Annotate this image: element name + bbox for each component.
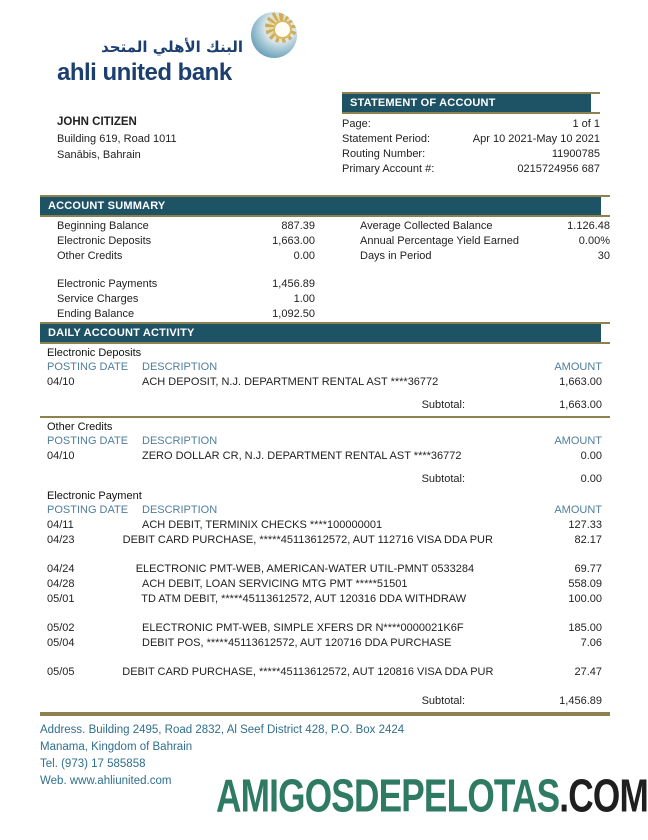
cell-description: DEBIT POS, *****45113612572, AUT 120716 DDA PURCHASE xyxy=(142,637,452,649)
table-row xyxy=(40,592,610,607)
statement-title-bar: STATEMENT OF ACCOUNT xyxy=(342,92,600,114)
account-summary-title-bar: ACCOUNT SUMMARY xyxy=(40,195,610,217)
summary-row xyxy=(360,219,610,234)
account-summary-body xyxy=(40,217,610,322)
cell-amount: 558.09 xyxy=(568,578,602,590)
summary-label: Annual Percentage Yield Earned xyxy=(360,235,520,247)
cell-amount: 100.00 xyxy=(568,593,602,605)
subtotal-label: Subtotal: xyxy=(421,473,465,485)
summary-value: 887.39 xyxy=(281,220,315,232)
cell-posting-date: 04/10 xyxy=(47,376,75,388)
summary-value: 1,092.50 xyxy=(272,308,315,320)
table-row xyxy=(40,518,610,533)
bank-logo-top xyxy=(57,12,297,58)
cell-posting-date: 04/23 xyxy=(47,534,75,546)
col-amount: AMOUNT xyxy=(554,361,602,373)
cell-posting-date: 04/11 xyxy=(47,519,74,531)
summary-row xyxy=(57,292,315,307)
cell-description: DEBIT CARD PURCHASE, *****45113612572, AUT 112716 VISA DDA PUR xyxy=(122,534,493,546)
statement-field-routing xyxy=(342,147,600,162)
summary-label: Average Collected Balance xyxy=(360,220,493,232)
summary-value: 1,456.89 xyxy=(272,278,315,290)
cell-description: ACH DEBIT, TERMINIX CHECKS ****100000001 xyxy=(142,519,383,531)
cell-amount: 82.17 xyxy=(574,534,602,546)
watermark xyxy=(216,771,648,824)
field-value: 1 of 1 xyxy=(572,118,600,130)
statement-fields xyxy=(342,117,600,177)
column-headers xyxy=(40,360,610,375)
statement-field-page xyxy=(342,117,600,132)
col-posting-date: POSTING DATE xyxy=(47,435,129,447)
customer-address-line2: Sanābis, Bahrain xyxy=(57,149,141,161)
summary-value: 0.00% xyxy=(578,235,610,247)
field-label: Routing Number: xyxy=(342,148,426,160)
column-headers xyxy=(40,434,610,449)
summary-label: Other Credits xyxy=(57,250,123,262)
subtotal-row xyxy=(40,694,610,709)
subtotal-label: Subtotal: xyxy=(421,695,465,707)
field-value: Apr 10 2021-May 10 2021 xyxy=(472,133,600,145)
column-headers xyxy=(40,503,610,518)
summary-label: Days in Period xyxy=(360,250,432,262)
cell-description: TD ATM DEBIT, *****45113612572, AUT 120316 DDA WITHDRAW xyxy=(141,593,467,605)
footer-city-line: Manama, Kingdom of Bahrain xyxy=(40,741,193,753)
summary-row xyxy=(360,234,610,249)
cell-posting-date: 04/24 xyxy=(47,563,75,575)
cell-description: ELECTRONIC PMT-WEB, SIMPLE XFERS DR N****0000021K6F xyxy=(142,622,464,634)
col-description: DESCRIPTION xyxy=(142,504,218,516)
summary-row xyxy=(57,219,315,234)
summary-label: Electronic Deposits xyxy=(57,235,152,247)
col-description: DESCRIPTION xyxy=(142,361,218,373)
col-description: DESCRIPTION xyxy=(142,435,218,447)
bank-logo xyxy=(57,12,297,87)
subtotal-row xyxy=(40,472,610,487)
cell-posting-date: 05/05 xyxy=(47,666,75,678)
cell-description: ACH DEPOSIT, N.J. DEPARTMENT RENTAL AST ****36772 xyxy=(142,376,439,388)
subtotal-amount: 1,663.00 xyxy=(559,399,602,411)
footer-address-line: Address. Building 2495, Road 2832, Al Seef District 428, P.O. Box 2424 xyxy=(40,724,405,736)
statement-box xyxy=(342,92,600,177)
field-value: 0215724956 687 xyxy=(517,163,600,175)
summary-label: Ending Balance xyxy=(57,308,135,320)
watermark-site-name: AMIGOSDEPELOTAS xyxy=(216,770,560,823)
cell-amount: 7.06 xyxy=(580,637,602,649)
cell-amount: 185.00 xyxy=(568,622,602,634)
cell-amount: 27.47 xyxy=(574,666,602,678)
cell-posting-date: 04/10 xyxy=(47,450,75,462)
field-label: Page: xyxy=(342,118,371,130)
cell-posting-date: 05/01 xyxy=(47,593,75,605)
statement-field-account xyxy=(342,162,600,177)
summary-value: 1,663.00 xyxy=(272,235,315,247)
account-summary xyxy=(40,195,610,322)
table-row xyxy=(40,636,610,651)
table-row xyxy=(40,375,610,390)
bank-arabic-name: البنك الأهلي المتحد xyxy=(101,38,243,56)
col-amount: AMOUNT xyxy=(554,504,602,516)
statement-field-period xyxy=(342,132,600,147)
watermark-tld: .COM xyxy=(559,770,648,823)
summary-value: 1.00 xyxy=(293,293,315,305)
cell-posting-date: 05/04 xyxy=(47,637,75,649)
summary-label: Electronic Payments xyxy=(57,278,158,290)
cell-amount: 0.00 xyxy=(580,450,602,462)
section-divider xyxy=(40,416,610,418)
cell-posting-date: 05/02 xyxy=(47,622,75,634)
table-row xyxy=(40,562,610,577)
field-label: Statement Period: xyxy=(342,133,431,145)
summary-row xyxy=(57,277,315,292)
summary-label: Service Charges xyxy=(57,293,139,305)
summary-left-column xyxy=(57,219,315,322)
subtotal-amount: 0.00 xyxy=(580,473,602,485)
customer-name: JOHN CITIZEN xyxy=(57,116,137,128)
section-name-electronic-deposits: Electronic Deposits xyxy=(47,347,142,359)
subtotal-amount: 1,456.89 xyxy=(559,695,602,707)
section-name-other-credits: Other Credits xyxy=(47,421,113,433)
cell-amount: 69.77 xyxy=(574,563,602,575)
table-row xyxy=(40,621,610,636)
bank-name: ahli united bank xyxy=(57,59,232,86)
summary-spacer xyxy=(57,264,315,277)
cell-description: ACH DEBIT, LOAN SERVICING MTG PMT *****51501 xyxy=(142,578,408,590)
cell-description: ZERO DOLLAR CR, N.J. DEPARTMENT RENTAL AST ****36772 xyxy=(142,450,462,462)
footer-tel-line: Tel. (973) 17 585858 xyxy=(40,758,146,770)
section-name-electronic-payment: Electronic Payment xyxy=(47,490,142,502)
col-posting-date: POSTING DATE xyxy=(47,504,129,516)
table-row xyxy=(40,449,610,464)
table-row xyxy=(40,533,610,548)
customer-address-line1: Building 619, Road 1011 xyxy=(57,132,177,145)
summary-row xyxy=(360,249,610,264)
customer-address-block xyxy=(57,114,177,164)
summary-label: Beginning Balance xyxy=(57,220,149,232)
field-label: Primary Account #: xyxy=(342,163,435,175)
summary-row xyxy=(57,234,315,249)
table-row xyxy=(40,577,610,592)
cell-amount: 1,663.00 xyxy=(559,376,602,388)
activity-title-bar: DAILY ACCOUNT ACTIVITY xyxy=(40,322,610,344)
cell-posting-date: 04/28 xyxy=(47,578,75,590)
footer-web-line: Web. www.ahliunited.com xyxy=(40,775,172,787)
daily-account-activity xyxy=(40,322,610,716)
field-value: 11900785 xyxy=(551,148,600,160)
summary-value: 30 xyxy=(597,250,610,262)
col-posting-date: POSTING DATE xyxy=(47,361,129,373)
summary-row xyxy=(57,249,315,264)
table-row xyxy=(40,665,610,680)
summary-value: 1.126.48 xyxy=(567,220,610,232)
summary-row xyxy=(57,307,315,322)
cell-amount: 127.33 xyxy=(568,519,602,531)
subtotal-row xyxy=(40,398,610,413)
cell-description: ELECTRONIC PMT-WEB, AMERICAN-WATER UTIL-PMNT 0533284 xyxy=(135,563,475,575)
col-amount: AMOUNT xyxy=(554,435,602,447)
subtotal-label: Subtotal: xyxy=(421,399,465,411)
pearl-globe-icon xyxy=(251,12,297,58)
footer-divider xyxy=(40,712,610,716)
cell-description: DEBIT CARD PURCHASE, *****45113612572, AUT 120816 VISA DDA PUR xyxy=(122,666,494,678)
summary-value: 0.00 xyxy=(293,250,315,262)
summary-right-column xyxy=(360,219,610,322)
